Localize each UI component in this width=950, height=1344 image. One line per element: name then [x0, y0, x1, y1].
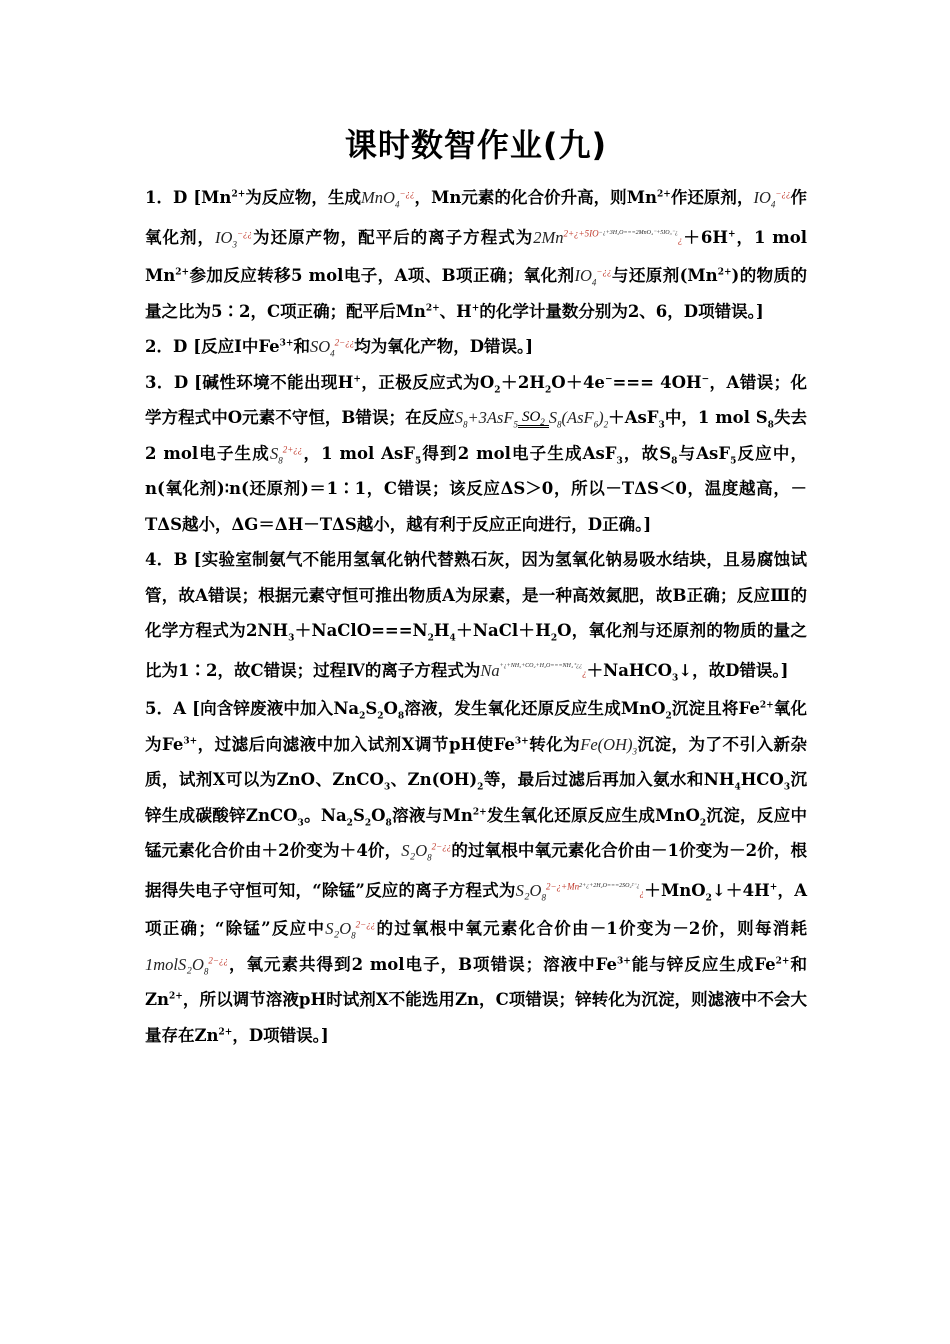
subscript: 2	[544, 384, 552, 395]
subscript: 5	[414, 455, 422, 466]
formula: $IO_4^{-¿¿}$	[574, 266, 612, 288]
subscript: 2	[494, 384, 501, 395]
text: ↓＋4H	[711, 880, 770, 900]
text: 作还原剂，	[670, 188, 754, 207]
text: [向含锌废液中加入Na	[192, 699, 360, 718]
subscript: 8	[671, 455, 678, 466]
answer-item-2	[145, 329, 807, 365]
charge: 3+	[514, 736, 529, 746]
formula: $IO_3^{-¿¿}$	[215, 227, 253, 249]
item-number: 3．D	[145, 372, 189, 392]
text: 的过氧根中氧元素化合价由－1价变为－2价，根据得失电子守恒可知，“除锰”反应的离子方程式为	[145, 841, 807, 900]
text: S	[352, 805, 365, 825]
charge: +	[769, 882, 778, 892]
charge: 2+	[656, 189, 671, 200]
text: 的过氧根中氧元素化合价由－1价变为－2价，则每消耗	[375, 919, 807, 938]
text: 溶液与Mn	[391, 805, 473, 825]
subscript: 8	[385, 817, 392, 828]
charge: 2+	[425, 303, 440, 313]
formula: $SO_4^{2-¿¿}$	[309, 337, 355, 359]
subscript: 3	[288, 633, 295, 644]
text: 为还原产物，配平后的离子方程式为	[252, 227, 534, 247]
text: ，D项错误。]	[232, 1025, 329, 1045]
text: 沉淀，反应中锰元素化合价由＋2价变为＋4价，	[145, 805, 808, 860]
formula: $1molS_2O_8^{2-¿¿}$	[145, 954, 228, 976]
text: O	[371, 805, 386, 825]
text: ＋NaClO===N	[294, 621, 428, 640]
text: 溶液，发生氧化还原反应生成MnO	[404, 699, 666, 718]
subscript: 4	[734, 782, 741, 793]
text: 作氧化剂，	[145, 188, 808, 247]
text: 为反应物，生成	[245, 188, 362, 207]
text: ，所以调节溶液pH时试剂X不能选用Zn，C项错误；锌转化为沉淀，则滤液中不会大量存在Zn	[145, 990, 807, 1045]
subscript: 2	[359, 711, 366, 722]
item-number: 5．A	[145, 699, 187, 718]
text: 和	[293, 337, 310, 356]
subscript: 2	[699, 817, 707, 828]
charge: 2+	[175, 267, 190, 278]
formula: $2Mn^{2+¿+5IO-¿+3H_2O===2MnO_4^-+5IO_3^-¿}¿$	[533, 227, 683, 247]
document-page	[145, 120, 807, 1053]
text: [Mn	[193, 188, 232, 207]
text: ，A错误；化学方程式中O元素不守恒，B错误；在反应	[145, 372, 807, 427]
subscript: 2	[364, 817, 372, 828]
subscript: 2	[427, 633, 434, 644]
text: ＋NaHCO	[586, 660, 672, 680]
text: 参加反应转移5 mol电子，A项、B项正确；氧化剂	[189, 266, 575, 285]
text: 中，1 mol S	[664, 408, 768, 427]
subscript: 3	[783, 782, 791, 793]
subscript: 2	[665, 711, 672, 722]
text: ，故S	[622, 443, 672, 463]
answer-item-1	[145, 180, 807, 329]
charge: 2+	[218, 1027, 233, 1037]
subscript: 3	[658, 420, 665, 431]
charge: 2+	[472, 807, 487, 817]
text: 、H	[439, 301, 472, 321]
subscript: 8	[397, 711, 405, 722]
subscript: 2	[477, 782, 484, 793]
subscript: 2	[550, 633, 558, 644]
subscript: 5	[730, 455, 737, 466]
text: 转化为	[528, 734, 581, 754]
charge: 3+	[183, 736, 198, 746]
text: ，过滤后向滤液中加入试剂X调节pH使Fe	[197, 734, 515, 754]
formula: $S_2O_8^{2-¿¿}$	[325, 919, 376, 941]
text: 失去2 mol电子生成	[145, 408, 807, 463]
charge: +	[353, 374, 361, 384]
text: === 4OH	[612, 372, 702, 392]
answer-item-4	[145, 542, 807, 691]
charge: −	[604, 374, 613, 384]
text: 和Zn	[145, 954, 807, 1009]
text: ＋2H	[500, 372, 545, 392]
formula: $S_8+3AsF_5$	[454, 408, 518, 430]
item-number: 4．B	[145, 550, 188, 569]
charge: 2+	[717, 267, 732, 278]
charge: −	[701, 374, 710, 384]
formula: $IO_4^{-¿¿}$	[753, 188, 791, 210]
text: 能与锌反应生成Fe	[630, 954, 776, 974]
text: ＋NaCl＋H	[455, 621, 551, 640]
text: S	[365, 699, 378, 718]
subscript: 2	[346, 817, 353, 828]
text: O	[383, 699, 398, 718]
text: ＋6H	[682, 227, 728, 247]
subscript: 3	[383, 782, 391, 793]
page-title: 课时数智作业(九)	[344, 126, 608, 164]
charge: 2+	[775, 956, 790, 966]
text: ，A项正确；“除锰”反应中	[145, 880, 807, 938]
text: 沉锌生成碳酸锌ZnCO	[145, 770, 807, 825]
text: 。Na	[303, 805, 347, 825]
text: O＋4e	[551, 372, 605, 392]
formula: $S_8(AsF_6)_2$	[548, 408, 609, 430]
charge: 3+	[279, 338, 294, 349]
text: ，1 mol AsF	[302, 443, 415, 463]
formula: $Fe(OH)_3$	[580, 734, 637, 756]
subscript: 3	[297, 817, 304, 828]
charge: 2+	[169, 991, 183, 1002]
text: 反应中，n(氧化剂)∶n(还原剂)＝1∶1，C错误；该反应ΔS＞0，所以－TΔS＜0，温度越高，－TΔS越小，ΔG＝ΔH－TΔS越小，越有利于反应正向进行，D正确。]	[145, 443, 807, 534]
text: 沉淀，为了不引入新杂质，试剂X可以为ZnO、ZnCO	[145, 734, 807, 789]
text: O，氧化剂与还原剂的物质的量之比为1∶2，故C错误；过程Ⅳ的离子方程式为	[145, 621, 808, 680]
answer-item-5	[145, 691, 807, 1053]
text: 发生氧化还原反应生成MnO	[486, 805, 700, 825]
item-number: 1．D	[145, 188, 188, 207]
answer-item-3	[145, 365, 807, 543]
formula: $S_8^{2+¿¿}$	[269, 443, 303, 465]
text: ，氧元素共得到2 mol电子，B项错误；溶液中Fe	[227, 954, 617, 974]
text: 的化学计量数分别为2、6，D项错误。]	[479, 301, 764, 321]
text: HCO	[740, 770, 784, 789]
subscript: 2	[705, 892, 712, 903]
text: ，1 mol Mn	[145, 227, 807, 285]
text: 沉淀且将Fe	[671, 699, 760, 718]
charge: 2+	[231, 189, 246, 200]
charge: 2+	[759, 700, 774, 711]
subscript: 8	[767, 420, 774, 431]
text: ＋MnO	[644, 880, 706, 900]
formula: $S_2O_8^{2-¿+Mn2+¿+2H_2O===2SO_4^{2-}¿}¿$	[515, 880, 645, 902]
text: 与AsF	[677, 443, 731, 463]
text: [反应Ⅰ中Fe	[193, 337, 280, 356]
subscript: 2	[377, 711, 384, 722]
text: [实验室制氨气不能用氢氧化钠代替熟石灰，因为氢氧化钠易吸水结块，且易腐蚀试管，故A错误；根据元素守恒可推出物质A为尿素，是一种高效氮肥，故B正确；反应Ⅲ的化学方程式为2NH	[145, 550, 807, 640]
text: 均为氧化产物，D错误。]	[354, 337, 534, 356]
formula: $S_2O_8^{2-¿¿}$	[401, 841, 452, 863]
item-number: 2．D	[145, 337, 188, 356]
text: 与还原剂(Mn	[611, 266, 718, 285]
text: )的物质的量之比为5∶2，C项正确；配平后Mn	[145, 266, 807, 321]
charge: 3+	[616, 956, 631, 966]
text: ＋AsF	[608, 408, 659, 427]
formula: MnO$_4$−¿¿	[361, 188, 415, 210]
text: 、Zn(OH)	[390, 770, 478, 789]
text: H	[433, 621, 450, 640]
text: [碱性环境不能出现H	[194, 372, 354, 392]
reaction-condition: $SO_2$	[518, 409, 549, 428]
formula: $Na^{+¿+NH_3+CO_2+H_2O===NH_4^+¿¿}¿$	[480, 660, 587, 680]
subscript: 3	[616, 455, 623, 466]
text: 得到2 mol电子生成AsF	[421, 443, 617, 463]
charge: +	[727, 229, 736, 239]
subscript: 4	[449, 633, 456, 644]
text: ↓，故D错误。]	[678, 660, 789, 680]
text: ，正极反应式为O	[360, 372, 495, 392]
text: 等，最后过滤后再加入氨水和NH	[483, 770, 735, 789]
charge: +	[471, 303, 480, 313]
text: 氧化为Fe	[145, 699, 807, 754]
subscript: 3	[672, 672, 679, 683]
text: ，Mn元素的化合价升高，则Mn	[414, 188, 657, 207]
